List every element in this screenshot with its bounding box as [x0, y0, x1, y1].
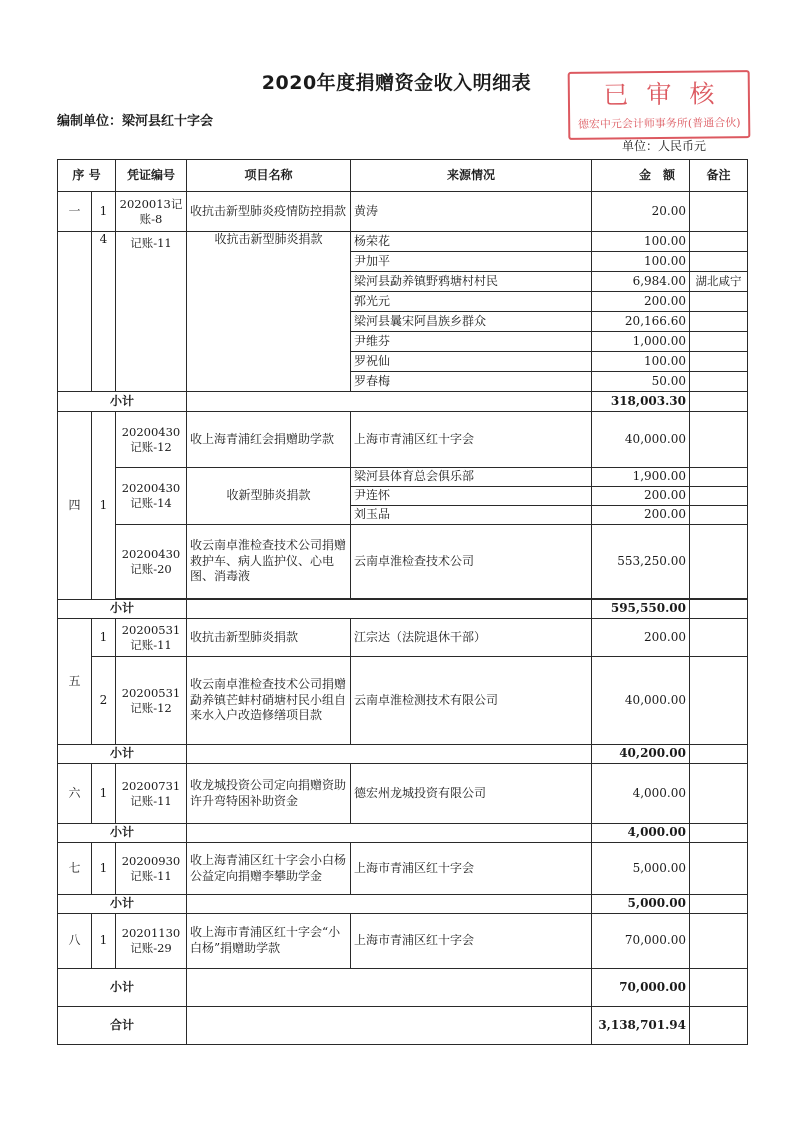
amount: 4,000.00: [592, 764, 690, 824]
source-name: 罗春梅: [351, 372, 592, 392]
header-row: [58, 160, 748, 192]
subtotal-amount: 595,550.00: [592, 600, 690, 619]
project-name: 收新型肺炎捐款: [187, 468, 351, 525]
voucher-number: 20200430记账-14: [116, 468, 187, 525]
amount: 200.00: [592, 506, 690, 525]
compiling-unit: 编制单位：梁河县红十字会: [57, 114, 214, 129]
note: [690, 372, 748, 392]
sub-number: 4: [92, 232, 116, 392]
source-name: 尹维芬: [351, 332, 592, 352]
currency-unit: 单位：人民币元: [622, 139, 707, 153]
note: [690, 232, 748, 252]
note: [690, 764, 748, 824]
donation-income-table: [57, 159, 748, 1045]
subtotal-row: [58, 600, 748, 619]
audit-stamp-firm: 德宏中元会计师事务所(普通合伙): [577, 116, 741, 131]
sub-number: 1: [92, 192, 116, 232]
sub-number: 1: [92, 843, 116, 895]
subtotal-label: 小计: [58, 745, 187, 764]
amount: 40,000.00: [592, 657, 690, 745]
note: [690, 412, 748, 468]
group-label: 一: [58, 192, 92, 232]
voucher-number: 20200731记账-11: [116, 764, 187, 824]
group-label: 五: [58, 619, 92, 745]
table-row: [58, 468, 748, 487]
voucher-number: 20200430记账-12: [116, 412, 187, 468]
project-name: 收云南卓淮检查技术公司捐赠救护车、病人监护仪、心电图、消毒液: [187, 525, 351, 599]
group-label: [58, 232, 92, 392]
source-name: 云南卓淮检测技术有限公司: [351, 657, 592, 745]
note: [690, 292, 748, 312]
voucher-number: 记账-11: [116, 232, 187, 392]
amount: 200.00: [592, 487, 690, 506]
header-note: 备注: [690, 160, 748, 192]
header-project: 项目名称: [187, 160, 351, 192]
amount: 200.00: [592, 292, 690, 312]
amount: 200.00: [592, 619, 690, 657]
grand-total-label: 合计: [58, 1007, 187, 1045]
amount: 1,000.00: [592, 332, 690, 352]
table-row: [58, 619, 748, 657]
group-label: 四: [58, 412, 92, 600]
voucher-number: 20200531记账-12: [116, 657, 187, 745]
source-name: 梁河县体育总会俱乐部: [351, 468, 592, 487]
subtotal-amount: 5,000.00: [592, 895, 690, 914]
amount: 20,166.60: [592, 312, 690, 332]
source-name: 尹加平: [351, 252, 592, 272]
subtotal-amount: 318,003.30: [592, 392, 690, 412]
table-row: [58, 412, 748, 468]
source-name: 郭光元: [351, 292, 592, 312]
project-name: 收龙城投资公司定向捐赠资助许升弯特困补助资金: [187, 764, 351, 824]
grand-total-row: [58, 1007, 748, 1045]
note: [690, 192, 748, 232]
table-row: [58, 657, 748, 745]
source-name: 尹连怀: [351, 487, 592, 506]
table-row: [58, 192, 748, 232]
note: [690, 487, 748, 506]
subtotal-label: 小计: [58, 969, 187, 1007]
table-row: [58, 843, 748, 895]
header-voucher: 凭证编号: [116, 160, 187, 192]
project-name: 收抗击新型肺炎捐款: [187, 232, 351, 392]
table-row: [58, 764, 748, 824]
note: [690, 506, 748, 525]
table-row: [58, 232, 748, 252]
group-label: 八: [58, 914, 92, 969]
subtotal-row: [58, 824, 748, 843]
source-name: 上海市青浦区红十字会: [351, 412, 592, 468]
sub-number: 2: [92, 657, 116, 745]
note: 湖北咸宁: [690, 272, 748, 292]
amount: 100.00: [592, 352, 690, 372]
subtotal-amount: 70,000.00: [592, 969, 690, 1007]
note: [690, 468, 748, 487]
voucher-number: 2020013记账-8: [116, 192, 187, 232]
note: [690, 352, 748, 372]
subtotal-label: 小计: [58, 392, 187, 412]
source-name: 梁河县勐养镇野鸦塘村村民: [351, 272, 592, 292]
sub-number: 1: [92, 914, 116, 969]
amount: 40,000.00: [592, 412, 690, 468]
voucher-number: 20200430记账-20: [116, 525, 187, 599]
project-name: 收上海青浦红会捐赠助学款: [187, 412, 351, 468]
subtotal-row: [58, 392, 748, 412]
voucher-number: 20200531记账-11: [116, 619, 187, 657]
sub-number: 1: [92, 619, 116, 657]
note: [690, 252, 748, 272]
amount: 20.00: [592, 192, 690, 232]
group-label: 六: [58, 764, 92, 824]
header-amount: 金 额: [592, 160, 690, 192]
project-name: 收抗击新型肺炎疫情防控捐款: [187, 192, 351, 232]
subtotal-label: 小计: [58, 600, 187, 619]
amount: 1,900.00: [592, 468, 690, 487]
subtotal-row: [58, 895, 748, 914]
sub-number: 1: [92, 412, 116, 600]
project-name: 收上海青浦区红十字会小白杨公益定向捐赠李攀助学金: [187, 843, 351, 895]
audit-stamp: [568, 70, 751, 140]
source-name: 云南卓淮检查技术公司: [351, 525, 592, 599]
table-row: [58, 525, 748, 599]
source-name: 上海市青浦区红十字会: [351, 914, 592, 969]
subtotal-label: 小计: [58, 824, 187, 843]
amount: 70,000.00: [592, 914, 690, 969]
source-name: 杨荣花: [351, 232, 592, 252]
amount: 5,000.00: [592, 843, 690, 895]
subtotal-row: [58, 969, 748, 1007]
note: [690, 843, 748, 895]
note: [690, 657, 748, 745]
header-source: 来源情况: [351, 160, 592, 192]
subtotal-amount: 40,200.00: [592, 745, 690, 764]
document-title: 2020年度捐赠资金收入明细表: [261, 72, 532, 94]
note: [690, 332, 748, 352]
source-name: 梁河县曩宋阿昌族乡群众: [351, 312, 592, 332]
header-seq: 序 号: [58, 160, 116, 192]
grand-total-amount: 3,138,701.94: [592, 1007, 690, 1045]
group-label: 七: [58, 843, 92, 895]
subtotal-amount: 4,000.00: [592, 824, 690, 843]
source-name: 江宗达（法院退休干部）: [351, 619, 592, 657]
sub-number: 1: [92, 764, 116, 824]
amount: 100.00: [592, 252, 690, 272]
note: [690, 312, 748, 332]
amount: 50.00: [592, 372, 690, 392]
voucher-number: 20200930记账-11: [116, 843, 187, 895]
source-name: 罗祝仙: [351, 352, 592, 372]
amount: 100.00: [592, 232, 690, 252]
subtotal-row: [58, 745, 748, 764]
audit-stamp-main: 已审核: [603, 79, 733, 110]
source-name: 上海市青浦区红十字会: [351, 843, 592, 895]
source-name: 黄涛: [351, 192, 592, 232]
source-name: 刘玉品: [351, 506, 592, 525]
note: [690, 525, 748, 599]
project-name: 收抗击新型肺炎捐款: [187, 619, 351, 657]
subtotal-label: 小计: [58, 895, 187, 914]
note: [690, 619, 748, 657]
amount: 6,984.00: [592, 272, 690, 292]
table-row: [58, 914, 748, 969]
note: [690, 914, 748, 969]
source-name: 德宏州龙城投资有限公司: [351, 764, 592, 824]
project-name: 收云南卓淮检查技术公司捐赠勐养镇芒蚌村硝塘村民小组自来水入户改造修缮项目款: [187, 657, 351, 745]
amount: 553,250.00: [592, 525, 690, 599]
project-name: 收上海市青浦区红十字会“小白杨”捐赠助学款: [187, 914, 351, 969]
voucher-number: 20201130记账-29: [116, 914, 187, 969]
